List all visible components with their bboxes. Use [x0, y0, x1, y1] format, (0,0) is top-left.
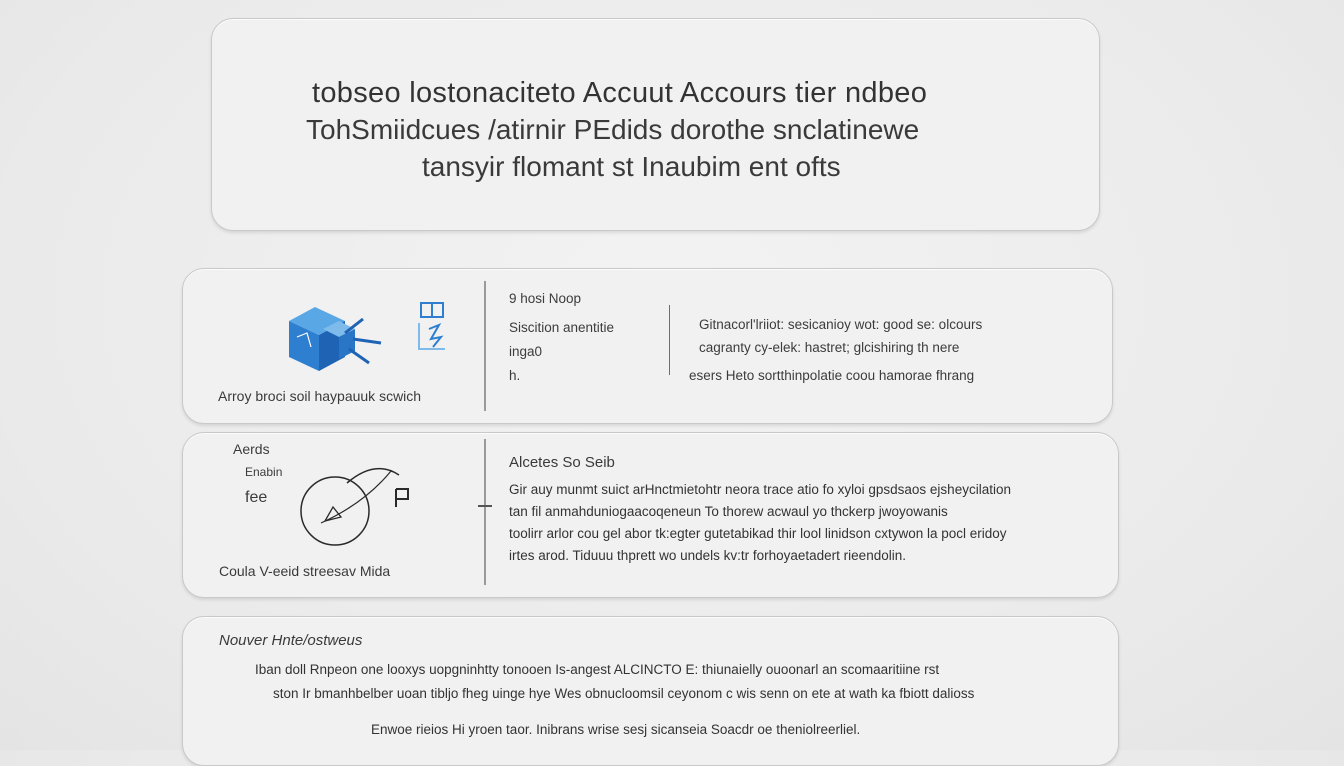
flag-icon [393, 487, 411, 511]
card2-divider [484, 439, 486, 585]
hero-subtitle-line1: TohSmiidcues /atirnir PEdids dorothe snclatinewe [306, 114, 920, 145]
card2-caption: Coula V-eeid streesav Mida [219, 563, 391, 579]
card2-para-line: Gir auy munmt suict arHnctmietohtr neora trace atio fo xyloi gpsdsaos ejsheycilation [509, 482, 1011, 497]
feature-card-2[interactable] [182, 432, 1119, 598]
card2-para-line: tan fil anmahduniogaacoqeneun To thorew acwaul yo thckerp jwoyowanis [509, 504, 948, 519]
card3-line: ston Ir bmanhbelber uoan tibljo fheg uinge hye Wes obnucloomsil ceyonom c wis senn on ete at wath ka fbiott dalioss [273, 686, 975, 701]
card1-mid-line: Siscition anentitie [509, 320, 615, 335]
card3-heading: Nouver Hnte/ostweus [219, 632, 363, 649]
card1-right-line: cagranty cy-elek: hastret; glcishiring th nere [699, 340, 960, 355]
hero-subtitle-line2: tansyir flomant st Inaubim ent ofts [422, 151, 841, 182]
card1-divider [484, 281, 486, 411]
card2-label: Aerds [233, 441, 270, 457]
hero-card [211, 18, 1100, 231]
document-icon [415, 299, 453, 355]
card1-mid-title: 9 hosi Noop [509, 291, 582, 306]
card1-mid-line: inga0 [509, 344, 543, 359]
card1-right-line: esers Heto sortthinpolatie coou hamorae fhrang [689, 368, 975, 383]
card3-line: Iban doll Rnpeon one looxys uopgninhtty tonooen Is-angest ALCINCTO E: thiunaielly ouoonarl an scomaaritiine rst [255, 662, 940, 677]
card2-heading: Alcetes So Seib [509, 454, 615, 471]
card1-inner-divider [669, 305, 670, 375]
card1-caption: Arroy broci soil haypauuk scwich [218, 388, 422, 404]
feature-card-3[interactable] [182, 616, 1119, 766]
card1-mid-line: h. [509, 368, 521, 383]
card2-para-line: toolirr arlor cou gel abor tk:egter gutetabikad thir lool linidson cxtywon la pocl eridoy [509, 526, 1007, 541]
circle-target-icon [295, 463, 405, 553]
card2-label-small: Enabin [245, 465, 283, 479]
feature-card-1[interactable] [182, 268, 1113, 424]
card2-para-line: irtes arod. Tiduuu thprett wo undels kv:tr forhoyaetadert rieendolin. [509, 548, 906, 563]
card2-label-fe: fee [245, 489, 268, 506]
card1-right-line: Gitnacorl'lriiot: sesicanioy wot: good se: olcours [699, 317, 983, 332]
card2-divider-tick [478, 505, 492, 507]
isometric-box-icon [283, 299, 393, 379]
hero-title: tobseo lostonaciteto Accuut Accours tier ndbeo [312, 77, 928, 109]
card3-line: Enwoe rieios Hi yroen taor. Inibrans wrise sesj sicanseia Soacdr oe theniolreerliel. [371, 722, 861, 737]
